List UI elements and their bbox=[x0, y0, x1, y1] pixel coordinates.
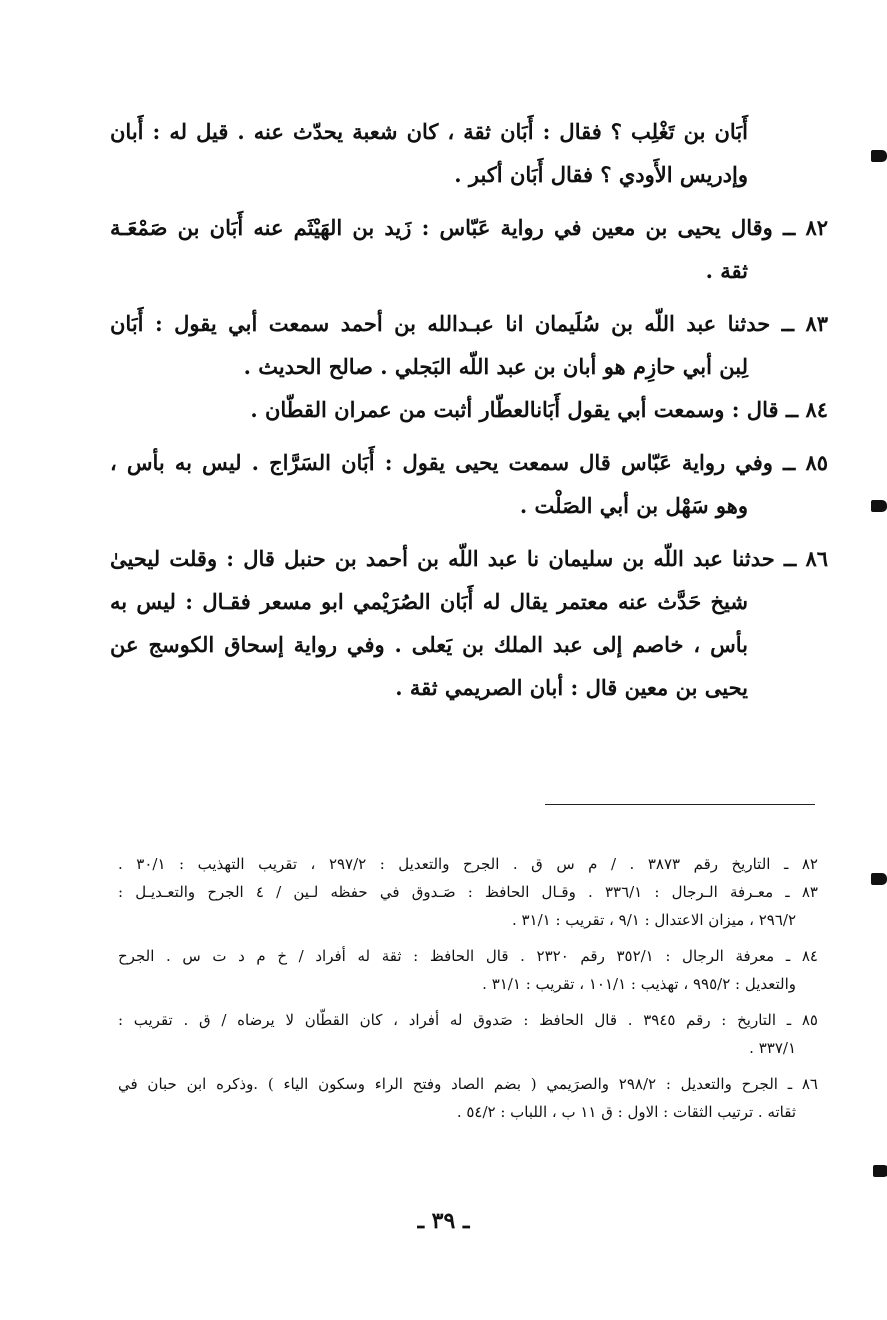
page-number: ـ ٣٩ ـ bbox=[417, 1208, 470, 1234]
entry-83: ٨٣ ــ حدثنا عبد اللّه بن سُلَيمان انا عبـدالله بن أحمد سمعت أبي يقول : أَبَان bbox=[110, 311, 828, 336]
text-line: ثقة . bbox=[705, 258, 748, 283]
footnotes bbox=[118, 850, 818, 1126]
text-line: وإدريس الأَودي ؟ فقال أَبَان أكبر . bbox=[454, 162, 748, 187]
footnote-line: ثقاته . ترتيب الثقات : الاول : ق ١١ ب ، اللباب : ٥٤/٢ . bbox=[456, 1103, 796, 1121]
entry-82: ٨٢ ــ وقال يحيى بن معين في رواية عَبّاس : زَيد بن الهَيْثَم عنه أَبَان بن صَمْعَـة bbox=[110, 215, 828, 240]
text-line: شيخ حَدَّث عنه معتمر يقال له أَبَان الصُرَيْمي ابو مسعر فقـال : ليس به bbox=[110, 589, 748, 614]
margin-mark bbox=[871, 873, 887, 885]
footnote-83: ٨٣ ـ معـرفة الـرجال : ٣٣٦/١ . وقـال الحافظ : صَـدوق في حفظه لـين / ٤ الجرح والتعـديـل : bbox=[118, 883, 818, 901]
text-line: بأس ، خاصم إلى عبد الملك بن يَعلى . وفي رواية إسحاق الكوسج عن bbox=[110, 632, 748, 657]
entry-84: ٨٤ ــ قال : وسمعت أبي يقول أَبَانالعطّار أثبت من عمران القطّان . bbox=[250, 397, 828, 422]
text-line: أَبَان بن تَغْلِب ؟ فقال : أَبَان ثقة ، كان شعبة يحدّث عنه . قيل له : أَبان bbox=[110, 119, 748, 144]
margin-mark bbox=[873, 1165, 887, 1177]
footnote-line: ٢٩٦/٢ ، ميزان الاعتدال : ٩/١ ، تقريب : ٣١/١ . bbox=[511, 911, 796, 929]
footnote-divider bbox=[545, 804, 815, 805]
main-text bbox=[110, 110, 828, 709]
footnote-82: ٨٢ ـ التاريخ رقم ٣٨٧٣ . / م س ق . الجرح والتعديل : ٢٩٧/٢ ، تقريب التهذيب : ٣٠/١ . bbox=[118, 855, 818, 873]
footnote-line: والتعديل : ٩٩٥/٢ ، تهذيب : ١٠١/١ ، تقريب : ٣١/١ . bbox=[482, 975, 796, 993]
footnote-line: ٣٣٧/١ . bbox=[749, 1039, 796, 1057]
footnote-84: ٨٤ ـ معرفة الرجال : ٣٥٢/١ رقم ٢٣٢٠ . قال الحافظ : ثقة له أفراد / خ م د ت س . الجرح bbox=[118, 947, 818, 965]
entry-86: ٨٦ ــ حدثنا عبد اللّه بن سليمان نا عبد اللّه بن أحمد بن حنبل قال : وقلت ليحيىٰ bbox=[110, 546, 828, 571]
margin-mark bbox=[871, 500, 887, 512]
text-line: يحيى بن معين قال : أبان الصريمي ثقة . bbox=[395, 675, 748, 700]
text-line: لِبن أبي حازِم هو أبان بن عبد اللّه البَجلي . صالح الحديث . bbox=[243, 354, 748, 379]
footnote-86: ٨٦ ـ الجرح والتعديل : ٢٩٨/٢ والصرَيمي ( بضم الصاد وفتح الراء وسكون الياء ) .وذكره ابن حبان في bbox=[118, 1075, 818, 1093]
text-line: وهو سَهْل بن أبي الصَلْت . bbox=[519, 493, 748, 518]
entry-85: ٨٥ ــ وفي رواية عَبّاس قال سمعت يحيى يقول : أَبَان السَرَّاج . ليس به بأس ، bbox=[110, 450, 828, 475]
footnote-85: ٨٥ ـ التاريخ : رقم ٣٩٤٥ . قال الحافظ : صَدوق له أفراد ، كان القطّان لا يرضاه / ق . تقريب : bbox=[118, 1011, 818, 1029]
margin-mark bbox=[871, 150, 887, 162]
